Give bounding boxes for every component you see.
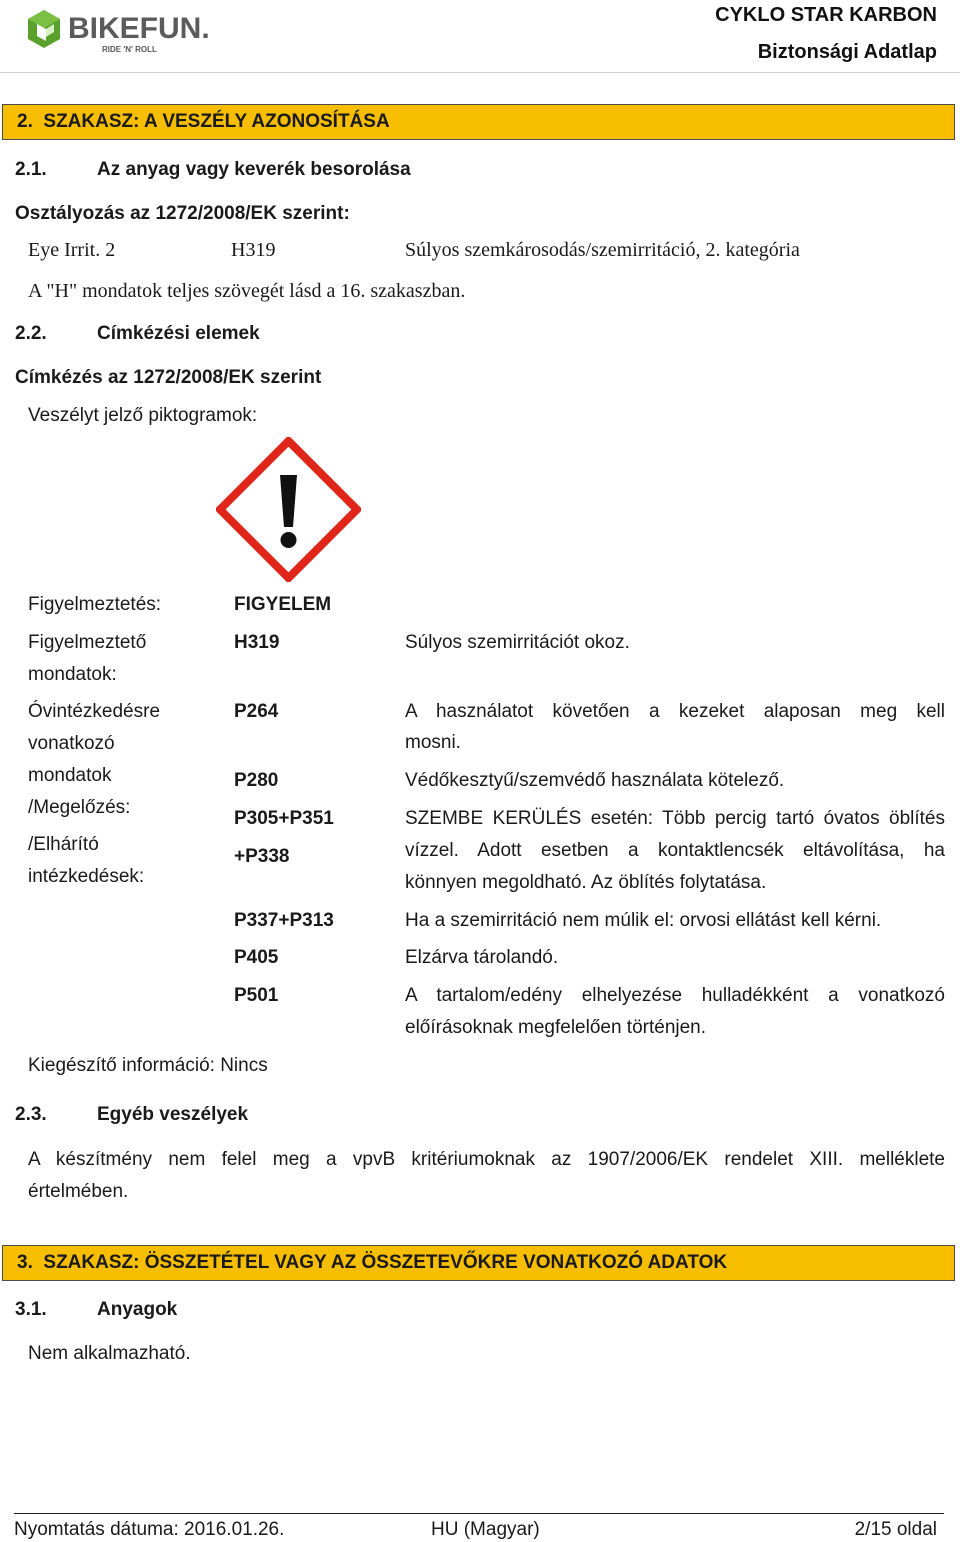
precaution-text-line-2: vízzel. Adott esetben a kontaktlencsék eltávolítása, ha [405, 840, 945, 861]
precaution-code: P280 [234, 770, 279, 791]
section-3-heading: 3. SZAKASZ: ÖSSZETÉTEL VAGY AZ ÖSSZETEVŐKRE VONATKOZÓ ADATOK [2, 1245, 955, 1281]
logo-cube-icon [28, 10, 60, 48]
substances-text: Nem alkalmazható. [28, 1343, 191, 1364]
document-type: Biztonsági Adatlap [757, 41, 937, 63]
precaution-text-line-1: Védőkesztyű/szemvédő használata kötelező. [405, 770, 785, 791]
footer-divider [14, 1513, 944, 1514]
subsection-2-1-number: 2.1. [15, 159, 47, 180]
additional-information: Kiegészítő információ: Nincs [28, 1055, 268, 1076]
precaution-label-line-4: /Megelőzés: [28, 797, 131, 818]
page-number: 2/15 oldal [854, 1519, 937, 1540]
precaution-label-line-5: /Elhárító [28, 834, 99, 855]
subsection-3-1-title: Anyagok [97, 1299, 178, 1320]
precaution-code: P305+P351 [234, 808, 334, 829]
precaution-text-line-2: mosni. [405, 732, 461, 753]
precaution-code: P501 [234, 985, 279, 1006]
subsection-2-2-title: Címkézési elemek [97, 323, 260, 344]
precaution-text-line-3: könnyen megoldható. Az öblítés folytatása. [405, 872, 767, 893]
other-hazards-text-line-2: értelmében. [28, 1181, 129, 1202]
precaution-label-line-3: mondatok [28, 765, 112, 786]
precaution-text-line-1: A tartalom/edény elhelyezése hulladékként a vonatkozó [405, 985, 945, 1006]
subsection-2-3-number: 2.3. [15, 1104, 47, 1125]
signal-word-label: Figyelmeztetés: [28, 594, 162, 615]
precaution-code: P337+P313 [234, 910, 334, 931]
precaution-text-line-1: SZEMBE KERÜLÉS esetén: Több percig tartó óvatos öblítés [405, 808, 945, 829]
section-2-heading: 2. SZAKASZ: A VESZÉLY AZONOSÍTÁSA [2, 104, 955, 140]
other-hazards-text-line-1: A készítmény nem felel meg a vpvB kritériumoknak az 1907/2006/EK rendelet XIII. melléklete [28, 1149, 945, 1170]
classification-description: Súlyos szemkárosodás/szemirritáció, 2. kategória [405, 239, 800, 261]
subsection-2-1-title: Az anyag vagy keverék besorolása [97, 159, 411, 180]
logo-text: BIKEFUN. [68, 12, 210, 45]
product-name: CYKLO STAR KARBON [715, 4, 937, 26]
logo-tagline: RIDE 'N' ROLL [102, 45, 157, 54]
classification-name: Eye Irrit. 2 [28, 239, 116, 261]
pictograms-label: Veszélyt jelző piktogramok: [28, 405, 258, 426]
signal-word: FIGYELEM [234, 594, 332, 615]
hazard-statements-label-line-1: Figyelmeztető [28, 632, 147, 653]
precaution-code: P264 [234, 701, 279, 722]
precaution-text-line-2: előírásoknak megfelelően történjen. [405, 1017, 707, 1038]
hazard-code: H319 [234, 632, 280, 653]
print-date: Nyomtatás dátuma: 2016.01.26. [14, 1519, 285, 1540]
precaution-code: P405 [234, 947, 279, 968]
subsection-2-2-number: 2.2. [15, 323, 47, 344]
bikefun-logo [24, 7, 264, 57]
h-statements-note: A "H" mondatok teljes szövegét lásd a 16. szakaszban. [28, 280, 466, 302]
precaution-label-line-6: intézkedések: [28, 866, 145, 887]
ghs07-exclamation-mark-icon [216, 437, 361, 582]
precaution-code-continuation: +P338 [234, 846, 290, 867]
labeling-label: Címkézés az 1272/2008/EK szerint [15, 367, 322, 388]
subsection-3-1-number: 3.1. [15, 1299, 47, 1320]
document-language: HU (Magyar) [431, 1519, 540, 1540]
precaution-text-line-1: Elzárva tárolandó. [405, 947, 559, 968]
subsection-2-3-title: Egyéb veszélyek [97, 1104, 249, 1125]
precaution-text-line-1: Ha a szemirritáció nem múlik el: orvosi ellátást kell kérni. [405, 910, 882, 931]
hazard-text: Súlyos szemirritációt okoz. [405, 632, 630, 653]
precaution-label-line-1: Óvintézkedésre [28, 701, 161, 722]
header-divider [0, 72, 960, 73]
classification-label: Osztályozás az 1272/2008/EK szerint: [15, 203, 350, 224]
precaution-label-line-2: vonatkozó [28, 733, 115, 754]
precaution-text-line-1: A használatot követően a kezeket alaposan meg kell [405, 701, 945, 722]
classification-code: H319 [231, 239, 276, 261]
hazard-statements-label-line-2: mondatok: [28, 664, 117, 685]
